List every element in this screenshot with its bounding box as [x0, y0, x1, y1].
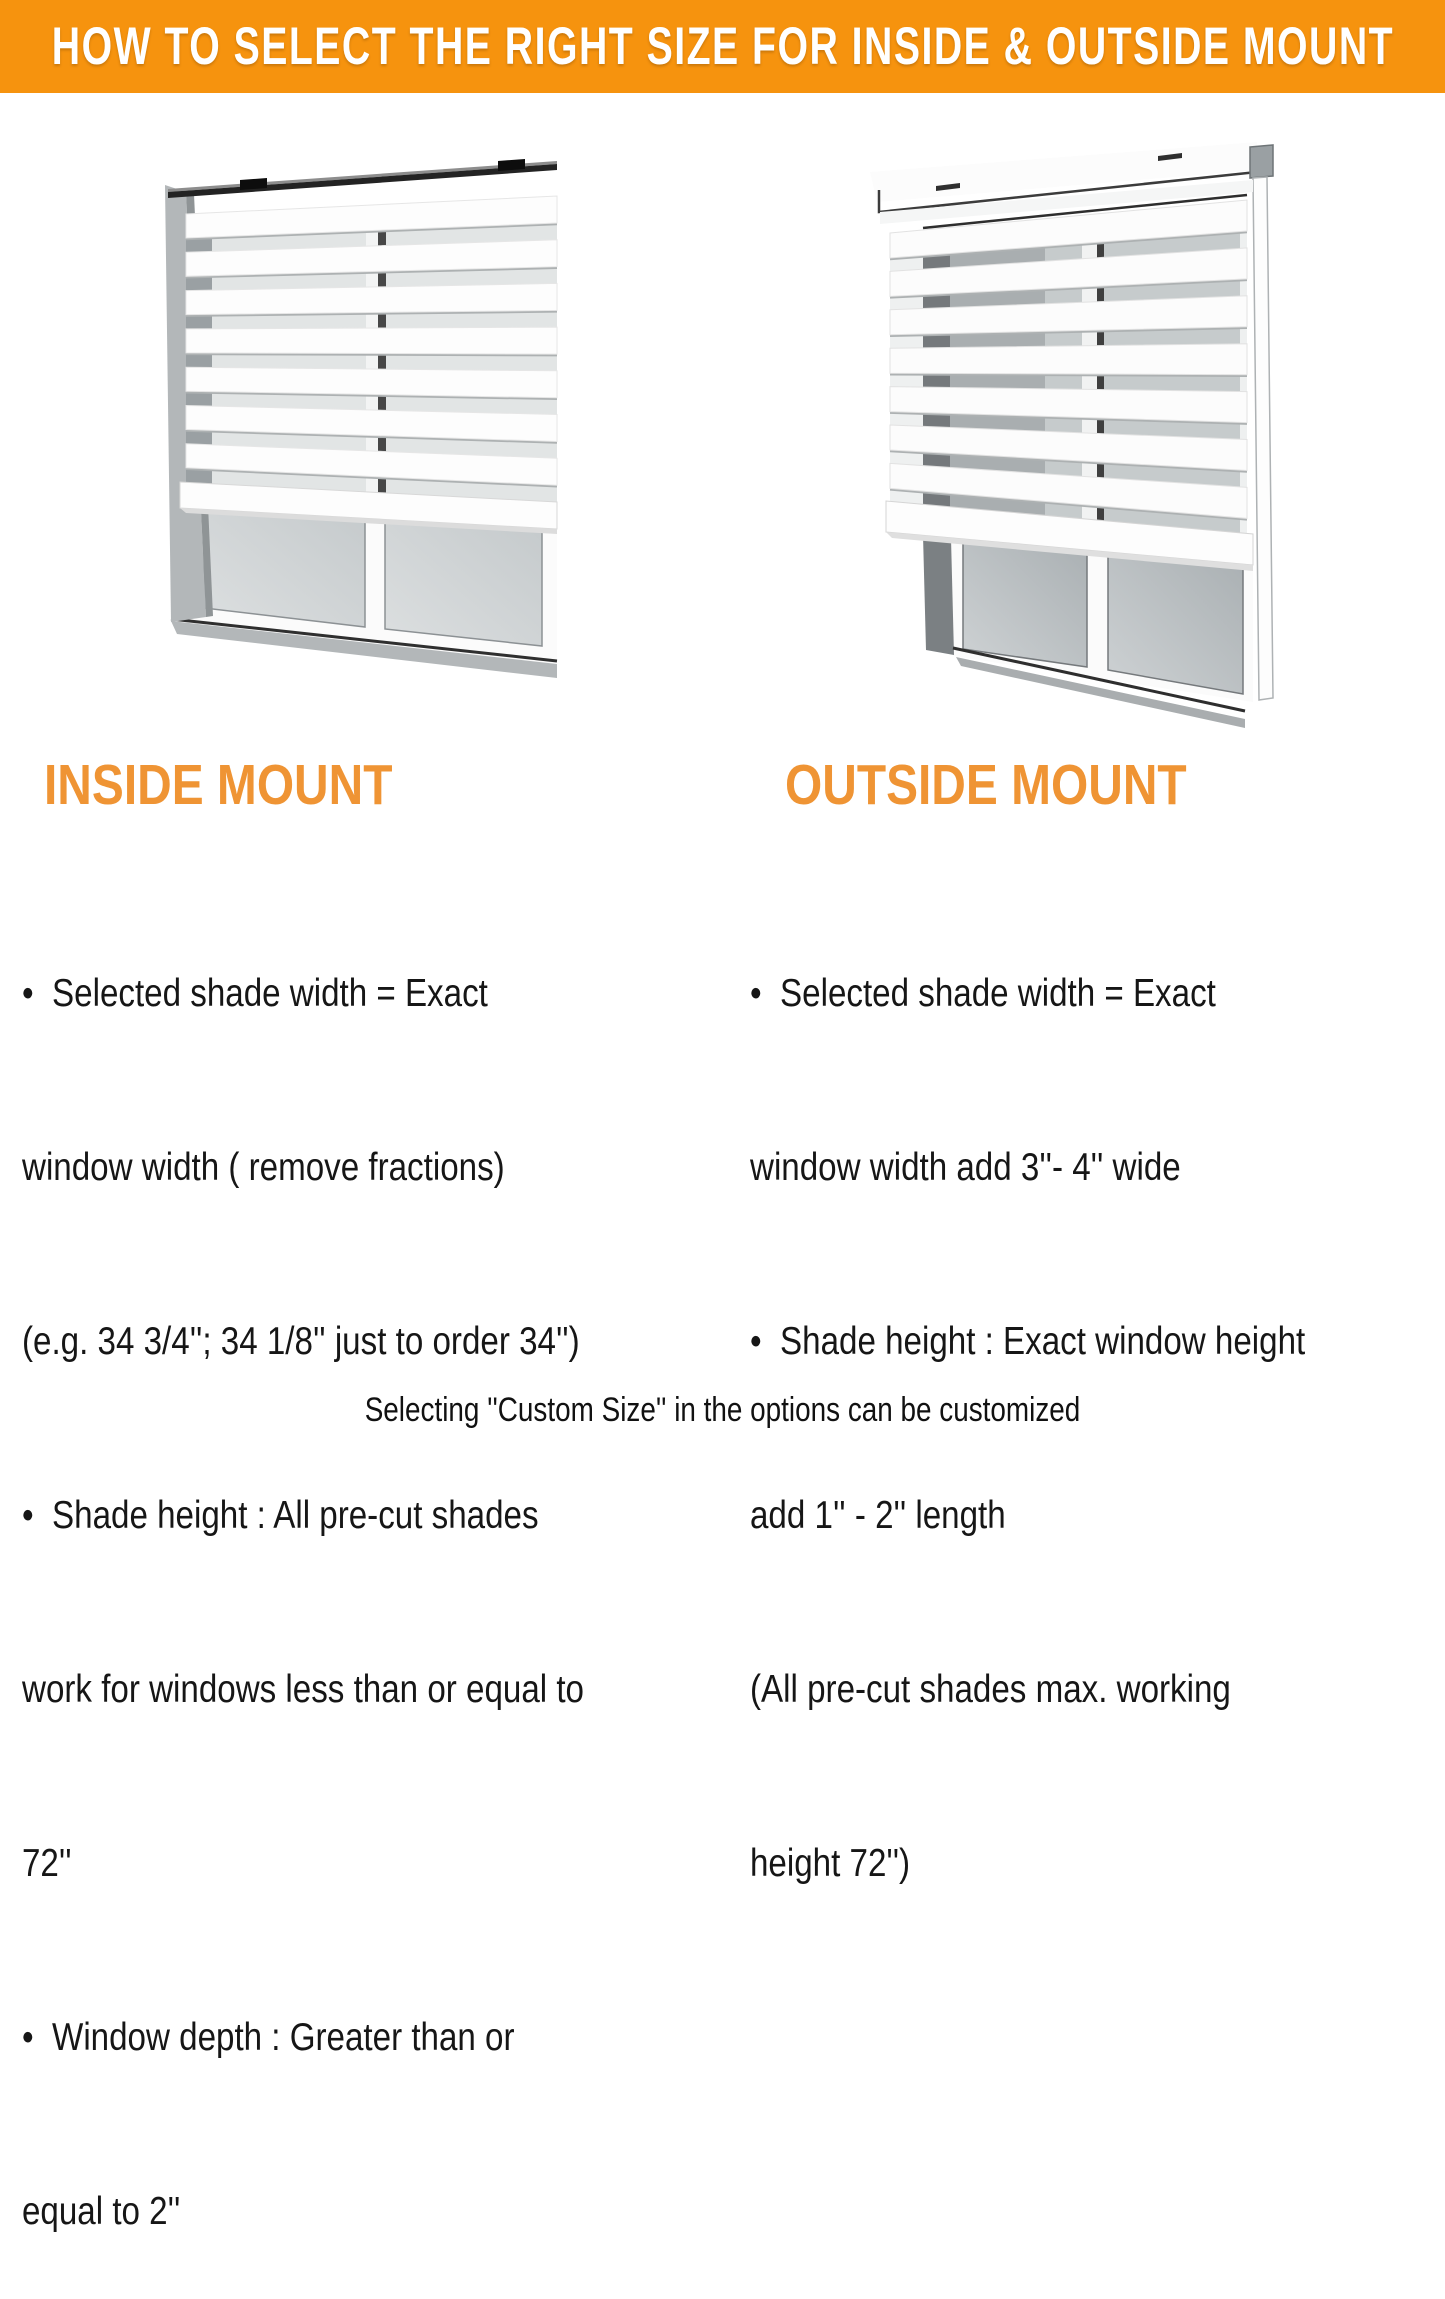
behind-shade-detail: [1240, 375, 1247, 392]
bullet-line: • Selected shade width = Exact: [22, 972, 488, 1015]
opaque-slat: [186, 327, 557, 354]
bullet-line: window width ( remove fractions): [22, 1146, 505, 1189]
behind-shade-detail: [1240, 470, 1247, 487]
behind-shade-detail: [1240, 327, 1247, 344]
side-channel: [1253, 177, 1273, 700]
behind-shade-detail: [378, 354, 386, 370]
bullet-line: • Window depth : Greater than or: [22, 2016, 515, 2059]
custom-size-note: Selecting ''Custom Size'' in the options can be customized: [364, 1391, 1081, 1429]
bullet-line: • Selected shade width = Exact: [750, 972, 1216, 1015]
behind-shade-detail: [1097, 374, 1104, 390]
bullet-line: • Shade height : All pre-cut shades: [22, 1494, 539, 1537]
bullet-line: equal to 2'': [22, 2190, 181, 2233]
behind-shade-detail: [1240, 279, 1247, 296]
zebra-shade-slats: [890, 200, 1247, 535]
bullet-line: (All pre-cut shades max. working: [750, 1668, 1231, 1711]
inside-mount-specs: [22, 849, 584, 2299]
bullet-line: • Shade height : Exact window height: [750, 1320, 1306, 1363]
bullet-line: add 1'' - 2'' length: [750, 1494, 1006, 1537]
inside-mount-heading: INSIDE MOUNT: [44, 753, 393, 817]
inside-mount-window-illustration: [140, 130, 660, 730]
bullet-line: window width add 3''- 4'' wide: [750, 1146, 1181, 1189]
behind-shade-detail: [366, 354, 378, 370]
mounting-bracket: [1250, 145, 1273, 178]
opaque-slat: [890, 344, 1247, 375]
bullet-line: 72'': [22, 1842, 72, 1885]
outside-mount-window-illustration: [820, 128, 1340, 748]
zebra-shade-slats: [186, 196, 557, 502]
bullet-line: height 72''): [750, 1842, 911, 1885]
behind-shade-detail: [1082, 374, 1097, 390]
window-jamb: [923, 535, 954, 655]
behind-shade-detail: [1240, 422, 1247, 439]
window-glass-left: [963, 543, 1087, 667]
mounting-clip-left: [240, 178, 267, 190]
bullet-line: (e.g. 34 3/4''; 34 1/8'' just to order 34''): [22, 1320, 580, 1363]
bullet-line: work for windows less than or equal to: [22, 1668, 584, 1711]
window-glass-right: [1108, 556, 1243, 694]
mounting-clip-right: [498, 159, 525, 171]
window-glass-right: [385, 513, 542, 646]
outside-mount-heading: OUTSIDE MOUNT: [785, 753, 1187, 817]
header-banner: [0, 0, 1445, 93]
banner-title: HOW TO SELECT THE RIGHT SIZE FOR INSIDE & OUTSIDE MOUNT: [51, 17, 1394, 76]
